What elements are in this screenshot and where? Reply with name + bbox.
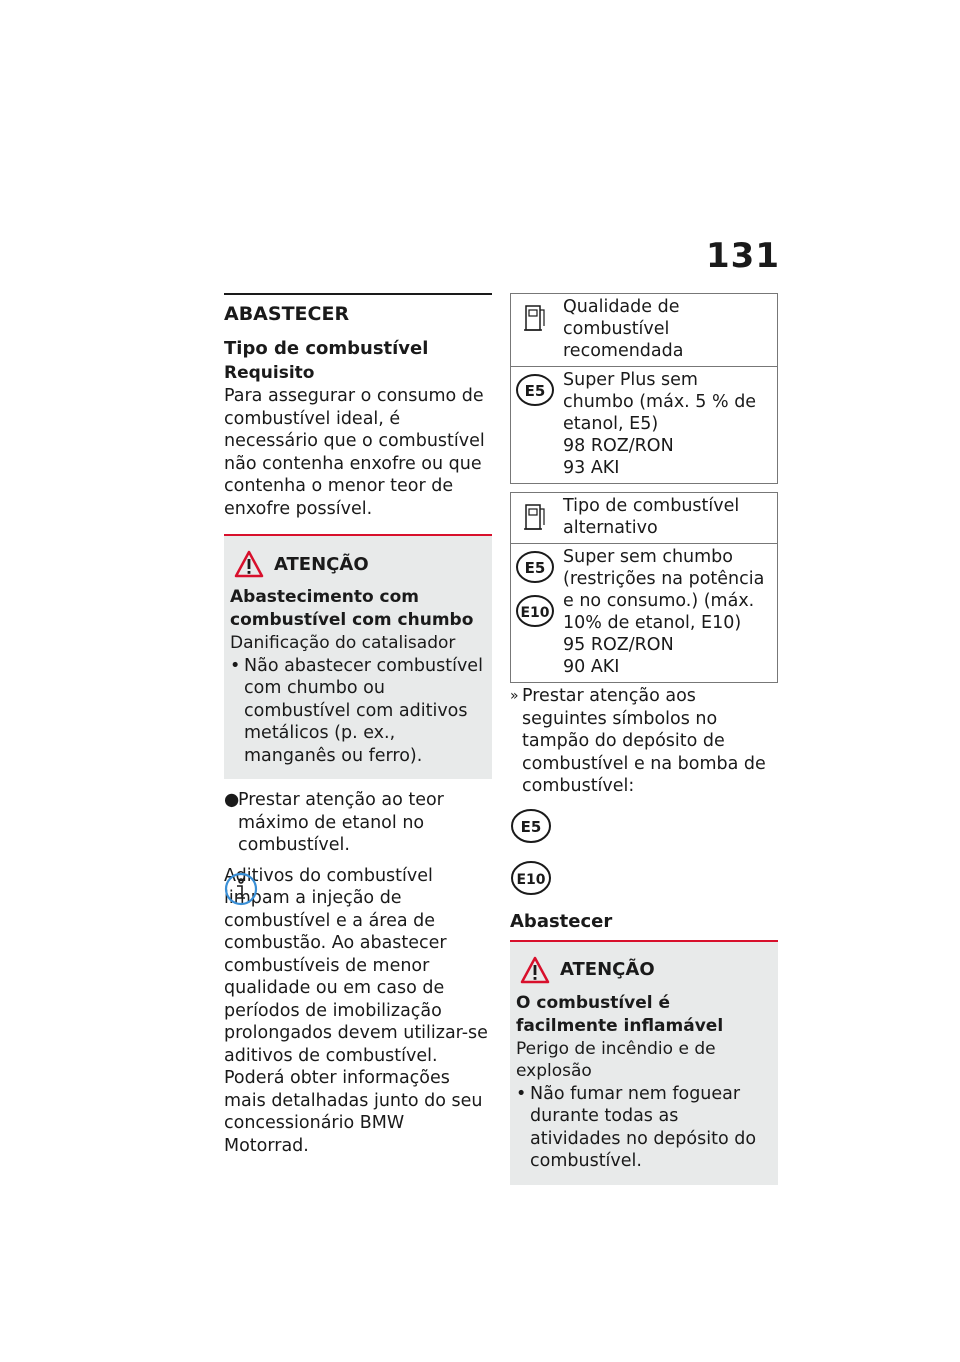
recommended-fuel-table [510, 293, 778, 484]
info-icon [224, 871, 258, 907]
section-title: ABASTECER [224, 303, 350, 325]
warning-title: ATENÇÃO [274, 553, 369, 575]
note-text: Aditivos do combustível limpam a injeção de combustível e a área de combustão. Ao abastecer combustíveis de menor qualidade ou em caso de períodos de imobilização prolongados devem utilizar-se aditivos de combustível. Poderá obter informações mais detalhadas junto do seu concessionário BMW Motorrad. [224, 865, 488, 1156]
subtitle: Tipo de combustível [224, 338, 429, 359]
fuel-pump-icon [522, 499, 548, 533]
svg-text:E10: E10 [516, 871, 546, 888]
section-rule [224, 293, 492, 295]
table-header: Qualidade de combustível recomendada [559, 294, 778, 367]
svg-text:E10: E10 [520, 605, 550, 621]
warning-title: ATENÇÃO [560, 959, 655, 980]
warning-bullet: • Não fumar nem foguear durante todas as atividades no depósito do combustível. [516, 1083, 757, 1171]
warning-box [224, 534, 492, 779]
warning-header [234, 550, 484, 578]
alternative-fuel-table [510, 492, 778, 683]
warning-triangle-icon [234, 550, 264, 578]
warning-bullet: • Não abastecer combustível com chumbo ou combustível com aditivos metálicos (p. ex., manganês ou ferro). [230, 655, 483, 766]
left-column [224, 293, 492, 1157]
svg-text:E5: E5 [524, 559, 546, 577]
instruction-step: » Prestar atenção aos seguintes símbolos no tampão do depósito de combustível e na bomba de combustível: [510, 686, 766, 796]
info-note [224, 865, 492, 1158]
page-number: 131 [706, 236, 780, 276]
subheading: Requisito [224, 363, 315, 383]
table-header: Tipo de combustível alternativo [559, 493, 778, 544]
e10-symbol-icon [510, 860, 552, 896]
warning-heading: O combustível é facilmente inflamável [516, 992, 724, 1036]
e5-badge-icon [515, 550, 555, 584]
right-column [510, 293, 778, 1185]
warning-triangle-icon [520, 956, 550, 984]
warning-consequence: Danificação do catalisador [230, 633, 456, 653]
recommended-fuel-spec: Super Plus sem chumbo (máx. 5 % de etanol, E5) 98 ROZ/RON 93 AKI [559, 367, 778, 484]
svg-text:E5: E5 [520, 817, 542, 836]
section-title: Abastecer [510, 910, 613, 932]
fuel-symbols [510, 808, 778, 896]
warning-heading: Abastecimento com combustível com chumbo [230, 587, 474, 630]
ethanol-bullet: ● Prestar atenção ao teor máximo de etanol no combustível. [224, 790, 444, 855]
fuel-pump-icon [522, 300, 548, 334]
warning-consequence: Perigo de incêndio e de explosão [516, 1038, 716, 1081]
warning-box [510, 940, 778, 1185]
alternative-fuel-spec: Super sem chumbo (restrições na potência e no consumo.) (máx. 10% de etanol, E10) 95 ROZ/RON 90 AKI [559, 544, 778, 683]
e5-badge-icon [515, 373, 555, 407]
e5-symbol-icon [510, 808, 552, 844]
warning-header [520, 956, 770, 984]
e10-badge-icon [515, 594, 555, 628]
svg-text:E5: E5 [524, 382, 546, 400]
intro-text: Para assegurar o consumo de combustível ideal, é necessário que o combustível não contenha enxofre ou que contenha o menor teor de enxofre possível. [224, 386, 485, 519]
